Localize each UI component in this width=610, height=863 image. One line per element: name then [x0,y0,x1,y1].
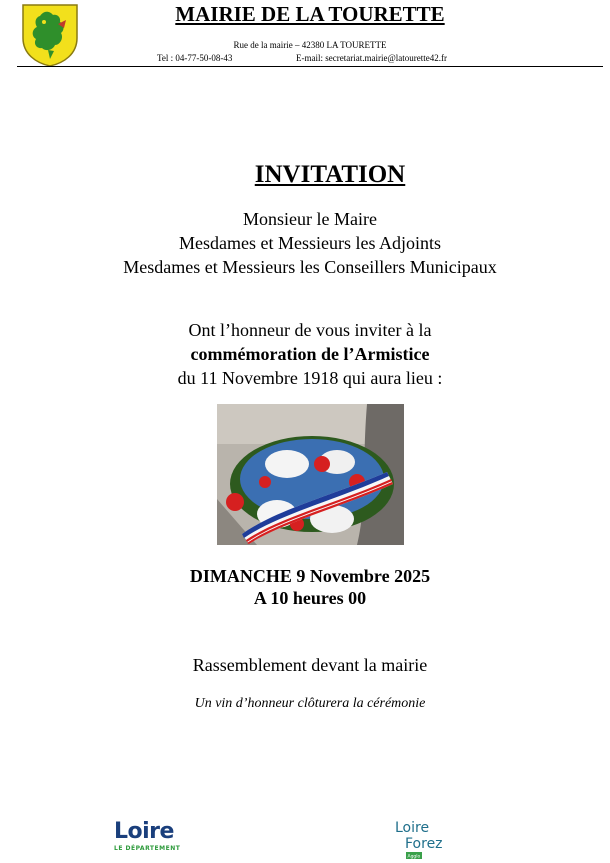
message-line-1: Ont l’honneur de vous inviter à la [188,320,432,340]
reception-note: Un vin d’honneur clôturera la cérémonie [194,696,426,711]
message-line-3: du 11 Novembre 1918 qui aura lieu : [177,368,443,388]
loire-forez-tag: Agglo [407,854,421,860]
address-line: Rue de la mairie – 42380 LA TOURETTE [233,40,387,50]
loire-logo-word: Loire [114,819,174,844]
invitation-message [10,318,610,390]
host-mayor: Monsieur le Maire [243,209,377,229]
host-deputies: Mesdames et Messieurs les Adjoints [179,233,441,253]
header-divider [17,66,603,67]
event-time: A 10 heures 00 [253,588,367,608]
event-date: DIMANCHE 9 Novembre 2025 [189,566,431,586]
wreath-photo [217,404,404,545]
loire-forez-line-2: Forez [405,836,443,852]
message-line-2: commémoration de l’Armistice [190,344,430,364]
loire-forez-agglo-logo [394,815,464,861]
town-hall-title: MAIRIE DE LA TOURETTE [175,2,445,26]
loire-logo-subtitle: LE DÉPARTEMENT [114,845,181,852]
hosts-block [10,207,610,279]
invitation-title: INVITATION [254,161,406,188]
phone-number: Tel : 04-77-50-08-43 [157,53,233,63]
loire-forez-line-1: Loire [395,820,430,836]
email-address: E-mail: secretariat.mairie@latourette42.fr [296,53,447,63]
event-datetime [10,565,610,609]
loire-department-logo [114,820,204,856]
gathering-place: Rassemblement devant la mairie [192,655,428,675]
host-councillors: Mesdames et Messieurs les Conseillers Municipaux [123,257,497,277]
